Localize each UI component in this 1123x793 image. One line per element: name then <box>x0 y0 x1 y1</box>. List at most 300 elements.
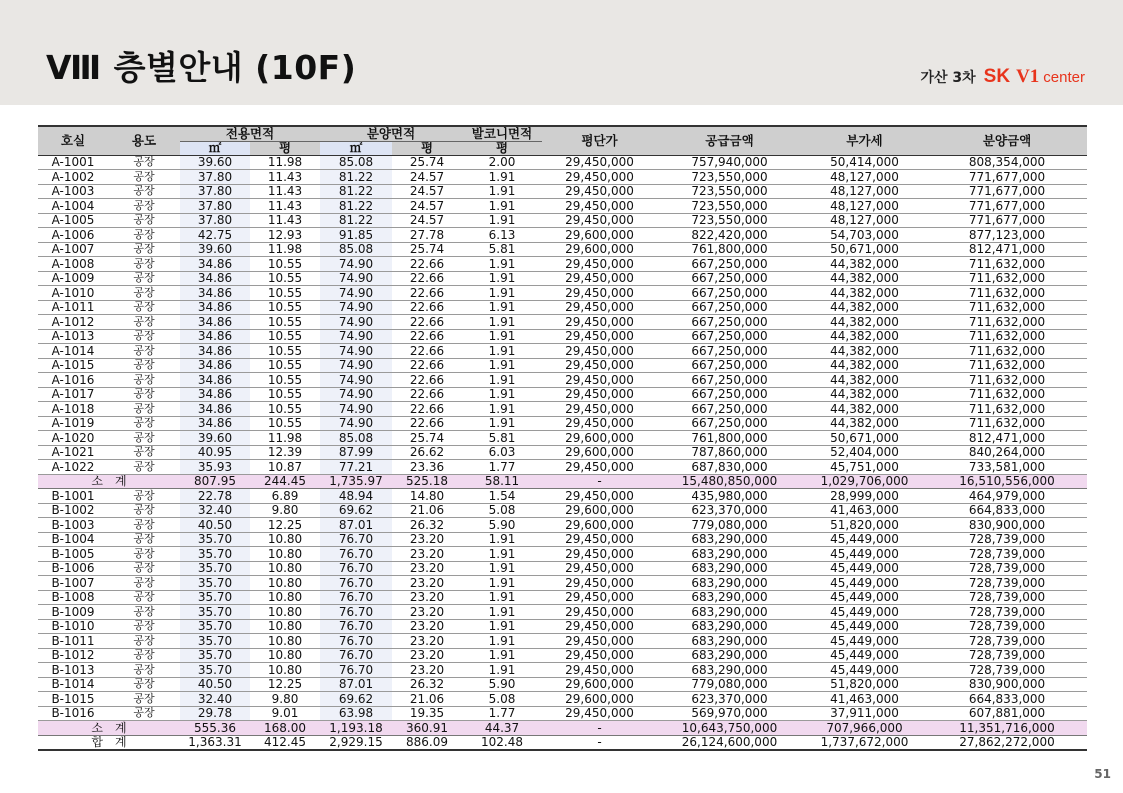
sale-sqm-cell: 74.90 <box>320 271 392 286</box>
vat-cell: 44,382,000 <box>802 300 927 315</box>
exclusive-pyeong-cell: 12.39 <box>250 445 320 460</box>
unit-id-cell: B-1009 <box>38 605 108 620</box>
unit-id-cell: A-1001 <box>38 155 108 170</box>
unit-id-cell: A-1004 <box>38 199 108 214</box>
exclusive-pyeong-cell: 10.80 <box>250 605 320 620</box>
sale-pyeong-cell: 23.20 <box>392 605 462 620</box>
exclusive-sqm-cell: 34.86 <box>180 271 250 286</box>
vat-cell: 45,449,000 <box>802 547 927 562</box>
sale-sqm-cell: 74.90 <box>320 286 392 301</box>
exclusive-sqm-cell: 34.86 <box>180 373 250 388</box>
exclusive-sqm-cell: 35.70 <box>180 532 250 547</box>
use-cell: 공장 <box>108 242 180 257</box>
use-cell: 공장 <box>108 648 180 663</box>
sale-price-cell: 733,581,000 <box>927 460 1087 475</box>
sale-price-cell: 771,677,000 <box>927 184 1087 199</box>
price-per-pyeong-cell: 29,450,000 <box>542 155 657 170</box>
balcony-pyeong-cell: 5.08 <box>462 503 542 518</box>
brand-site-name: 가산 3차 <box>920 70 976 86</box>
vat-cell: 51,820,000 <box>802 518 927 533</box>
price-per-pyeong-cell: 29,450,000 <box>542 170 657 185</box>
unit-id-cell: A-1018 <box>38 402 108 417</box>
sale-price-cell: 664,833,000 <box>927 692 1087 707</box>
sale-price-cell: 728,739,000 <box>927 605 1087 620</box>
exclusive-pyeong-cell: 10.80 <box>250 663 320 678</box>
balcony-pyeong-cell: 5.90 <box>462 677 542 692</box>
sale-price-cell: 728,739,000 <box>927 561 1087 576</box>
table-row <box>38 257 1087 272</box>
balcony-pyeong-cell: 5.90 <box>462 518 542 533</box>
balcony-pyeong-cell: 5.81 <box>462 242 542 257</box>
sale-sqm-cell: 91.85 <box>320 228 392 243</box>
supply-price-cell: 569,970,000 <box>657 706 802 721</box>
price-per-pyeong-cell: 29,600,000 <box>542 503 657 518</box>
supply-price-cell: 667,250,000 <box>657 402 802 417</box>
sale-pyeong-cell: 27.78 <box>392 228 462 243</box>
sale-price-cell: 464,979,000 <box>927 489 1087 504</box>
sale-pyeong-cell: 525.18 <box>392 474 462 489</box>
sale-price-cell: 711,632,000 <box>927 402 1087 417</box>
use-cell: 공장 <box>108 300 180 315</box>
row-label-cell: 소 계 <box>38 721 180 736</box>
sale-sqm-cell: 1,735.97 <box>320 474 392 489</box>
price-per-pyeong-cell: 29,450,000 <box>542 489 657 504</box>
exclusive-sqm-cell: 35.70 <box>180 648 250 663</box>
table-row <box>38 358 1087 373</box>
sale-sqm-cell: 76.70 <box>320 532 392 547</box>
unit-id-cell: B-1007 <box>38 576 108 591</box>
supply-price-cell: 683,290,000 <box>657 634 802 649</box>
sale-sqm-cell: 48.94 <box>320 489 392 504</box>
vat-cell: 1,737,672,000 <box>802 735 927 750</box>
sale-pyeong-cell: 360.91 <box>392 721 462 736</box>
use-cell: 공장 <box>108 431 180 446</box>
vat-cell: 45,449,000 <box>802 619 927 634</box>
sale-pyeong-cell: 22.66 <box>392 387 462 402</box>
sale-sqm-cell: 74.90 <box>320 373 392 388</box>
balcony-pyeong-cell: 1.91 <box>462 373 542 388</box>
price-per-pyeong-cell: 29,600,000 <box>542 228 657 243</box>
sale-sqm-cell: 63.98 <box>320 706 392 721</box>
use-cell: 공장 <box>108 692 180 707</box>
vat-cell: 44,382,000 <box>802 315 927 330</box>
exclusive-sqm-cell: 34.86 <box>180 387 250 402</box>
sale-price-cell: 771,677,000 <box>927 199 1087 214</box>
vat-cell: 48,127,000 <box>802 184 927 199</box>
exclusive-sqm-cell: 35.70 <box>180 605 250 620</box>
exclusive-pyeong-cell: 11.43 <box>250 213 320 228</box>
unit-id-cell: A-1016 <box>38 373 108 388</box>
price-per-pyeong-cell: 29,450,000 <box>542 387 657 402</box>
sale-pyeong-cell: 22.66 <box>392 257 462 272</box>
supply-price-cell: 723,550,000 <box>657 199 802 214</box>
table-row <box>38 170 1087 185</box>
exclusive-pyeong-cell: 168.00 <box>250 721 320 736</box>
vat-cell: 44,382,000 <box>802 373 927 388</box>
brand-sk-mark: SK <box>983 66 1011 87</box>
balcony-pyeong-cell: 1.91 <box>462 648 542 663</box>
exclusive-pyeong-cell: 10.55 <box>250 271 320 286</box>
sale-sqm-cell: 76.70 <box>320 561 392 576</box>
supply-price-cell: 10,643,750,000 <box>657 721 802 736</box>
supply-price-cell: 623,370,000 <box>657 503 802 518</box>
exclusive-sqm-cell: 35.70 <box>180 561 250 576</box>
vat-cell: 45,449,000 <box>802 648 927 663</box>
exclusive-pyeong-cell: 12.93 <box>250 228 320 243</box>
exclusive-sqm-cell: 37.80 <box>180 199 250 214</box>
exclusive-pyeong-cell: 10.55 <box>250 358 320 373</box>
sale-sqm-cell: 87.99 <box>320 445 392 460</box>
table-row <box>38 634 1087 649</box>
page-title: Ⅷ 층별안내 (10F) <box>46 48 357 87</box>
exclusive-pyeong-cell: 10.55 <box>250 300 320 315</box>
table-row <box>38 155 1087 170</box>
sale-price-cell: 11,351,716,000 <box>927 721 1087 736</box>
sale-pyeong-cell: 24.57 <box>392 170 462 185</box>
exclusive-pyeong-cell: 10.55 <box>250 344 320 359</box>
supply-price-cell: 667,250,000 <box>657 416 802 431</box>
exclusive-sqm-cell: 555.36 <box>180 721 250 736</box>
sale-pyeong-cell: 23.20 <box>392 576 462 591</box>
sale-sqm-cell: 2,929.15 <box>320 735 392 750</box>
table-row <box>38 242 1087 257</box>
supply-price-cell: 683,290,000 <box>657 619 802 634</box>
sale-pyeong-cell: 26.32 <box>392 518 462 533</box>
exclusive-pyeong-cell: 10.80 <box>250 648 320 663</box>
vat-cell: 707,966,000 <box>802 721 927 736</box>
price-per-pyeong-cell: 29,450,000 <box>542 663 657 678</box>
unit-id-cell: A-1008 <box>38 257 108 272</box>
price-per-pyeong-cell: 29,450,000 <box>542 576 657 591</box>
table-row <box>38 619 1087 634</box>
exclusive-pyeong-cell: 11.98 <box>250 431 320 446</box>
exclusive-pyeong-cell: 10.55 <box>250 286 320 301</box>
sale-sqm-cell: 87.01 <box>320 677 392 692</box>
balcony-pyeong-cell: 1.91 <box>462 286 542 301</box>
table-row <box>38 387 1087 402</box>
sale-price-cell: 877,123,000 <box>927 228 1087 243</box>
sale-pyeong-cell: 25.74 <box>392 242 462 257</box>
sale-pyeong-cell: 23.20 <box>392 532 462 547</box>
sale-sqm-cell: 87.01 <box>320 518 392 533</box>
exclusive-sqm-cell: 34.86 <box>180 344 250 359</box>
sale-price-cell: 711,632,000 <box>927 271 1087 286</box>
use-cell: 공장 <box>108 634 180 649</box>
supply-price-cell: 683,290,000 <box>657 547 802 562</box>
balcony-pyeong-cell: 1.91 <box>462 634 542 649</box>
table-row <box>38 706 1087 721</box>
price-per-pyeong-cell: 29,450,000 <box>542 402 657 417</box>
price-per-pyeong-cell: 29,450,000 <box>542 706 657 721</box>
unit-id-cell: B-1004 <box>38 532 108 547</box>
balcony-pyeong-cell: 1.91 <box>462 663 542 678</box>
unit-id-cell: A-1021 <box>38 445 108 460</box>
exclusive-sqm-cell: 37.80 <box>180 184 250 199</box>
sale-price-cell: 711,632,000 <box>927 300 1087 315</box>
supply-price-cell: 683,290,000 <box>657 663 802 678</box>
use-cell: 공장 <box>108 373 180 388</box>
supply-price-cell: 15,480,850,000 <box>657 474 802 489</box>
price-per-pyeong-cell: 29,450,000 <box>542 460 657 475</box>
use-cell: 공장 <box>108 286 180 301</box>
use-cell: 공장 <box>108 228 180 243</box>
price-per-pyeong-cell: 29,450,000 <box>542 271 657 286</box>
balcony-pyeong-cell: 1.91 <box>462 271 542 286</box>
price-per-pyeong-cell: 29,600,000 <box>542 431 657 446</box>
use-cell: 공장 <box>108 170 180 185</box>
price-per-pyeong-cell: 29,450,000 <box>542 547 657 562</box>
sale-sqm-cell: 76.70 <box>320 547 392 562</box>
sale-price-cell: 711,632,000 <box>927 373 1087 388</box>
price-per-pyeong-cell: 29,450,000 <box>542 634 657 649</box>
col-use-header: 용도 <box>108 126 180 155</box>
balcony-pyeong-cell: 1.91 <box>462 532 542 547</box>
exclusive-sqm-cell: 34.86 <box>180 402 250 417</box>
vat-cell: 28,999,000 <box>802 489 927 504</box>
unit-id-cell: A-1005 <box>38 213 108 228</box>
sale-pyeong-cell: 26.32 <box>392 677 462 692</box>
sale-pyeong-cell: 22.66 <box>392 271 462 286</box>
exclusive-sqm-cell: 1,363.31 <box>180 735 250 750</box>
unit-id-cell: B-1012 <box>38 648 108 663</box>
vat-cell: 45,449,000 <box>802 590 927 605</box>
sale-price-cell: 711,632,000 <box>927 358 1087 373</box>
unit-id-cell: B-1013 <box>38 663 108 678</box>
vat-cell: 45,449,000 <box>802 532 927 547</box>
price-per-pyeong-cell: 29,450,000 <box>542 213 657 228</box>
exclusive-sqm-cell: 35.70 <box>180 619 250 634</box>
exclusive-sqm-cell: 40.50 <box>180 518 250 533</box>
table-row <box>38 460 1087 475</box>
col-balcony-area-header: 발코니면적 <box>462 126 542 141</box>
unit-id-cell: B-1001 <box>38 489 108 504</box>
supply-price-cell: 683,290,000 <box>657 576 802 591</box>
exclusive-pyeong-cell: 12.25 <box>250 677 320 692</box>
table-row <box>38 184 1087 199</box>
sale-sqm-cell: 77.21 <box>320 460 392 475</box>
vat-cell: 45,449,000 <box>802 634 927 649</box>
balcony-pyeong-cell: 1.77 <box>462 706 542 721</box>
use-cell: 공장 <box>108 358 180 373</box>
sale-price-cell: 16,510,556,000 <box>927 474 1087 489</box>
balcony-pyeong-cell: 5.81 <box>462 431 542 446</box>
exclusive-sqm-cell: 40.95 <box>180 445 250 460</box>
vat-cell: 51,820,000 <box>802 677 927 692</box>
exclusive-sqm-cell: 35.93 <box>180 460 250 475</box>
subtotal-row <box>38 721 1087 736</box>
vat-cell: 50,671,000 <box>802 431 927 446</box>
col-sale-area-header: 분양면적 <box>320 126 462 141</box>
use-cell: 공장 <box>108 257 180 272</box>
sale-sqm-cell: 85.08 <box>320 242 392 257</box>
vat-cell: 44,382,000 <box>802 286 927 301</box>
supply-price-cell: 779,080,000 <box>657 518 802 533</box>
price-per-pyeong-cell: 29,450,000 <box>542 286 657 301</box>
balcony-pyeong-cell: 1.77 <box>462 460 542 475</box>
table-row <box>38 315 1087 330</box>
sale-sqm-cell: 74.90 <box>320 416 392 431</box>
use-cell: 공장 <box>108 590 180 605</box>
table-row <box>38 286 1087 301</box>
sale-sqm-cell: 74.90 <box>320 358 392 373</box>
floor-price-table <box>38 125 1087 751</box>
sale-price-cell: 812,471,000 <box>927 431 1087 446</box>
unit-id-cell: A-1003 <box>38 184 108 199</box>
sale-pyeong-cell: 23.20 <box>392 648 462 663</box>
exclusive-pyeong-cell: 10.80 <box>250 532 320 547</box>
price-per-pyeong-cell: 29,450,000 <box>542 329 657 344</box>
supply-price-cell: 683,290,000 <box>657 561 802 576</box>
unit-id-cell: A-1013 <box>38 329 108 344</box>
use-cell: 공장 <box>108 199 180 214</box>
balcony-pyeong-cell: 1.91 <box>462 184 542 199</box>
unit-id-cell: B-1003 <box>38 518 108 533</box>
sale-price-cell: 830,900,000 <box>927 518 1087 533</box>
vat-cell: 1,029,706,000 <box>802 474 927 489</box>
balcony-pyeong-cell: 1.91 <box>462 547 542 562</box>
supply-price-cell: 683,290,000 <box>657 532 802 547</box>
supply-price-cell: 723,550,000 <box>657 184 802 199</box>
use-cell: 공장 <box>108 155 180 170</box>
table-row <box>38 402 1087 417</box>
balcony-pyeong-cell: 1.91 <box>462 619 542 634</box>
price-per-pyeong-cell: 29,450,000 <box>542 373 657 388</box>
table-row <box>38 590 1087 605</box>
unit-id-cell: A-1019 <box>38 416 108 431</box>
sale-sqm-cell: 74.90 <box>320 387 392 402</box>
sale-sqm-cell: 76.70 <box>320 576 392 591</box>
sale-pyeong-cell: 22.66 <box>392 358 462 373</box>
exclusive-sqm-cell: 37.80 <box>180 213 250 228</box>
unit-id-cell: A-1022 <box>38 460 108 475</box>
balcony-pyeong-cell: 1.54 <box>462 489 542 504</box>
exclusive-sqm-header: ㎡ <box>180 141 250 155</box>
sale-sqm-cell: 76.70 <box>320 619 392 634</box>
exclusive-sqm-cell: 35.70 <box>180 590 250 605</box>
use-cell: 공장 <box>108 387 180 402</box>
unit-id-cell: A-1006 <box>38 228 108 243</box>
sale-sqm-cell: 81.22 <box>320 199 392 214</box>
supply-price-cell: 667,250,000 <box>657 373 802 388</box>
exclusive-sqm-cell: 35.70 <box>180 634 250 649</box>
exclusive-pyeong-cell: 9.80 <box>250 692 320 707</box>
exclusive-sqm-cell: 807.95 <box>180 474 250 489</box>
sale-sqm-cell: 76.70 <box>320 648 392 663</box>
exclusive-sqm-cell: 34.86 <box>180 358 250 373</box>
table-row <box>38 532 1087 547</box>
sale-price-cell: 711,632,000 <box>927 286 1087 301</box>
price-per-pyeong-cell: 29,450,000 <box>542 605 657 620</box>
balcony-pyeong-cell: 1.91 <box>462 315 542 330</box>
exclusive-sqm-cell: 32.40 <box>180 692 250 707</box>
sale-sqm-cell: 74.90 <box>320 257 392 272</box>
sale-sqm-cell: 74.90 <box>320 315 392 330</box>
table-row <box>38 228 1087 243</box>
supply-price-cell: 683,290,000 <box>657 648 802 663</box>
table-row <box>38 648 1087 663</box>
table-row <box>38 677 1087 692</box>
supply-price-cell: 667,250,000 <box>657 271 802 286</box>
exclusive-pyeong-cell: 12.25 <box>250 518 320 533</box>
use-cell: 공장 <box>108 402 180 417</box>
exclusive-sqm-cell: 37.80 <box>180 170 250 185</box>
sale-pyeong-cell: 19.35 <box>392 706 462 721</box>
balcony-pyeong-cell: 1.91 <box>462 590 542 605</box>
sale-sqm-cell: 81.22 <box>320 184 392 199</box>
exclusive-pyeong-cell: 10.55 <box>250 416 320 431</box>
supply-price-cell: 683,290,000 <box>657 590 802 605</box>
use-cell: 공장 <box>108 518 180 533</box>
table-row <box>38 663 1087 678</box>
exclusive-pyeong-cell: 11.43 <box>250 170 320 185</box>
exclusive-pyeong-cell: 10.80 <box>250 576 320 591</box>
vat-cell: 44,382,000 <box>802 271 927 286</box>
use-cell: 공장 <box>108 184 180 199</box>
vat-cell: 37,911,000 <box>802 706 927 721</box>
table-row <box>38 416 1087 431</box>
sale-pyeong-cell: 22.66 <box>392 315 462 330</box>
supply-price-cell: 667,250,000 <box>657 286 802 301</box>
col-unit-header: 호실 <box>38 126 108 155</box>
table-body <box>38 155 1087 750</box>
sale-pyeong-cell: 22.66 <box>392 286 462 301</box>
exclusive-pyeong-cell: 10.80 <box>250 590 320 605</box>
sale-sqm-cell: 85.08 <box>320 431 392 446</box>
exclusive-sqm-cell: 32.40 <box>180 503 250 518</box>
sale-pyeong-cell: 23.20 <box>392 590 462 605</box>
price-per-pyeong-cell: 29,450,000 <box>542 648 657 663</box>
price-per-pyeong-cell: 29,450,000 <box>542 619 657 634</box>
exclusive-pyeong-cell: 10.55 <box>250 257 320 272</box>
supply-price-cell: 667,250,000 <box>657 329 802 344</box>
price-per-pyeong-cell: 29,450,000 <box>542 184 657 199</box>
table-row <box>38 503 1087 518</box>
balcony-pyeong-cell: 58.11 <box>462 474 542 489</box>
sale-sqm-cell: 74.90 <box>320 300 392 315</box>
sale-sqm-cell: 69.62 <box>320 692 392 707</box>
supply-price-cell: 667,250,000 <box>657 315 802 330</box>
use-cell: 공장 <box>108 489 180 504</box>
sale-pyeong-cell: 23.20 <box>392 634 462 649</box>
use-cell: 공장 <box>108 445 180 460</box>
sale-pyeong-cell: 886.09 <box>392 735 462 750</box>
price-per-pyeong-cell: - <box>542 721 657 736</box>
vat-cell: 50,414,000 <box>802 155 927 170</box>
exclusive-pyeong-cell: 10.55 <box>250 329 320 344</box>
supply-price-cell: 667,250,000 <box>657 387 802 402</box>
vat-cell: 44,382,000 <box>802 257 927 272</box>
sale-pyeong-cell: 22.66 <box>392 402 462 417</box>
sale-pyeong-cell: 21.06 <box>392 692 462 707</box>
sale-pyeong-cell: 14.80 <box>392 489 462 504</box>
sale-price-cell: 711,632,000 <box>927 387 1087 402</box>
sale-price-cell: 711,632,000 <box>927 344 1087 359</box>
sale-sqm-cell: 81.22 <box>320 213 392 228</box>
unit-id-cell: B-1002 <box>38 503 108 518</box>
exclusive-pyeong-cell: 11.43 <box>250 184 320 199</box>
price-per-pyeong-cell: 29,600,000 <box>542 242 657 257</box>
use-cell: 공장 <box>108 315 180 330</box>
unit-id-cell: B-1014 <box>38 677 108 692</box>
sale-pyeong-cell: 22.66 <box>392 416 462 431</box>
use-cell: 공장 <box>108 663 180 678</box>
balcony-pyeong-cell: 1.91 <box>462 213 542 228</box>
unit-id-cell: A-1017 <box>38 387 108 402</box>
sale-sqm-cell: 81.22 <box>320 170 392 185</box>
sale-pyeong-cell: 26.62 <box>392 445 462 460</box>
price-per-pyeong-cell: 29,450,000 <box>542 315 657 330</box>
sale-price-cell: 771,677,000 <box>927 213 1087 228</box>
